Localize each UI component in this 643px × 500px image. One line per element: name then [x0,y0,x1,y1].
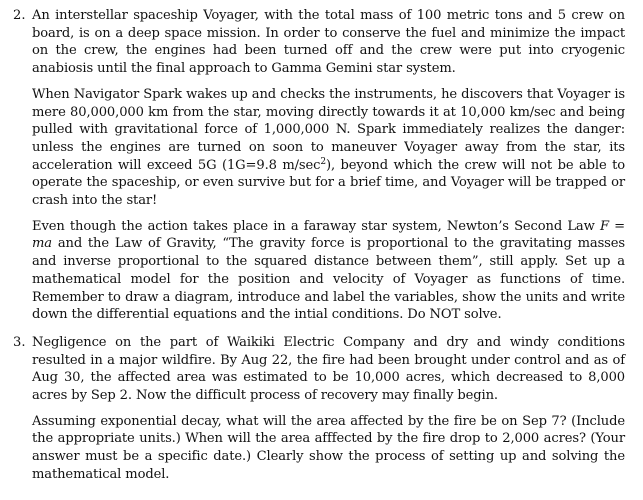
newton-formula: F = ma [32,218,625,252]
problem-2-paragraph-1: An interstellar spaceship Voyager, with the total mass of 100 metric tons and 5 crew on board, is on a deep space mission. In order to conserve the fuel and minimize the impact on the crew, the engines had been turned off and the crew were put into cryogenic anabiosis until the final approach to Gamma Gemini star system. [32,8,625,77]
problem-3-paragraph-1: Negligence on the part of Waikiki Electric Company and dry and windy conditions resulted in a major wildfire. By Aug 22, the fire had been brought under control and as of Aug 30, the affected area was estimated to be 10,000 acres, which decreased to 8,000 acres by Sep 2. Now the difficult process of recovery may finally begin. [32,334,625,404]
problem-2 [13,7,625,324]
paragraph-text: ), beyond which the crew will not be able to operate the spaceship, or even survive but for a brief time, and Voyager will be trapped or crash into the star! [32,157,625,209]
paragraph-text: Even though the action takes place in a faraway star system, Newton’s Second Law [32,218,600,234]
paragraph-text: and the Law of Gravity, “The gravity force is proportional to the gravitating masses and inverse proportional to the squared distance between them”, still apply. Set up a mathematical model for the position and velocity of Voyager as functions of time. Remember to draw a diagram, introduce and label the variables, show the units and write down the differential equations and the intial conditions. Do NOT solve. [32,236,625,323]
problem-number: 3. [13,334,26,350]
problem-number: 2. [13,8,26,23]
problem-3 [13,334,625,484]
problem-3-paragraph-2: Assuming exponential decay, what will the area affected by the fire be on Sep 7? (Include the appropriate units.) When will the area afffected by the fire drop to 2,000 acres? (Your answer must be a specific date.) Clearly show the process of setting up and solving the mathematical model. [32,413,625,482]
paragraph-text: When Navigator Spark wakes up and checks the instruments, he discovers that Voyager is mere 80,000,000 km from the star, moving directly towards it at 10,000 km/sec and being pulled with gravitational force of 1,000,000 N. Spark immediately realizes the danger: unless the engines are turned on soon to maneuver Voyager away from the star, its acceleration will exceed 5G (1G=9.8 m/sec [32,86,625,173]
problem-2-paragraph-2 [32,86,625,210]
problem-2-paragraph-3 [32,218,625,324]
superscript-exponent: 2 [320,156,326,167]
